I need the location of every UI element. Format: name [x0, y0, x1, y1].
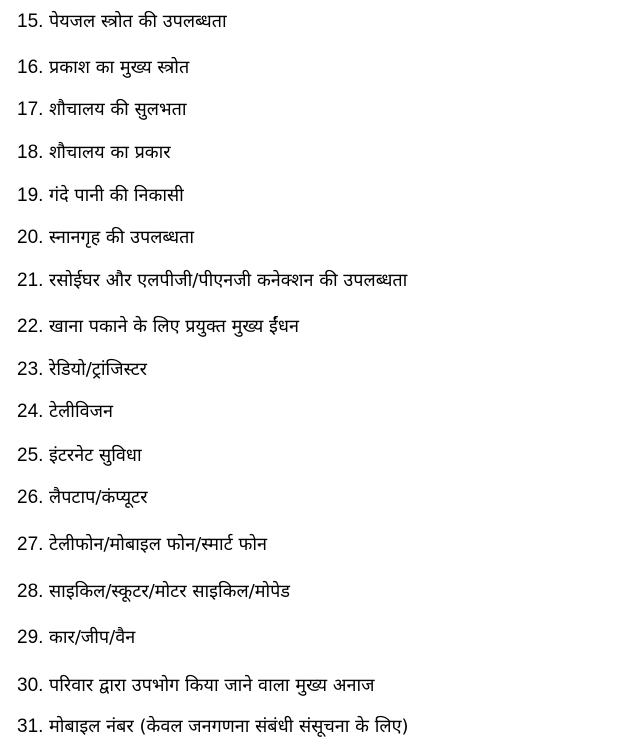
list-item: [17, 482, 148, 512]
item-number: 25.: [17, 445, 44, 466]
list-item: [17, 529, 267, 559]
item-number: 28.: [17, 581, 44, 602]
list-item: [17, 711, 409, 741]
item-text: रेडियो/ट्रांजिस्टर: [49, 359, 148, 380]
item-number: 31.: [17, 716, 44, 737]
item-number: 30.: [17, 675, 44, 696]
item-text: इंटरनेट सुविधा: [49, 445, 142, 466]
item-text: प्रकाश का मुख्य स्त्रोत: [49, 57, 190, 78]
item-text: शौचालय की सुलभता: [49, 99, 187, 120]
item-text: स्नानगृह की उपलब्धता: [49, 227, 195, 248]
list-item: [17, 265, 407, 295]
item-number: 18.: [17, 142, 44, 163]
list-item: [17, 576, 290, 606]
item-text: कार/जीप/वैन: [49, 627, 136, 648]
list-item: [17, 311, 299, 341]
item-text: मोबाइल नंबर (केवल जनगणना संबंधी संसूचना के लिए): [49, 716, 409, 737]
item-number: 15.: [17, 11, 44, 32]
list-item: [17, 354, 147, 384]
item-number: 16.: [17, 57, 44, 78]
item-number: 17.: [17, 99, 44, 120]
list-item: [17, 670, 375, 700]
list-item: [17, 94, 187, 124]
item-text: शौचालय का प्रकार: [49, 142, 171, 163]
list-item: [17, 180, 184, 210]
item-text: रसोईघर और एलपीजी/पीएनजी कनेक्शन की उपलब्धता: [49, 270, 408, 291]
item-number: 29.: [17, 627, 44, 648]
list-item: [17, 6, 227, 36]
item-text: गंदे पानी की निकासी: [49, 185, 184, 206]
item-number: 26.: [17, 487, 44, 508]
list-item: [17, 396, 113, 426]
item-number: 27.: [17, 534, 44, 555]
item-number: 19.: [17, 185, 44, 206]
item-number: 22.: [17, 316, 44, 337]
item-text: खाना पकाने के लिए प्रयुक्त मुख्य ईंधन: [49, 316, 299, 337]
item-number: 23.: [17, 359, 44, 380]
item-text: परिवार द्वारा उपभोग किया जाने वाला मुख्य अनाज: [49, 675, 375, 696]
item-text: लैपटाप/कंप्यूटर: [49, 487, 148, 508]
item-number: 24.: [17, 401, 44, 422]
list-item: [17, 622, 135, 652]
item-number: 20.: [17, 227, 44, 248]
item-text: टेलीफोन/मोबाइल फोन/स्मार्ट फोन: [49, 534, 268, 555]
item-text: पेयजल स्त्रोत की उपलब्धता: [49, 11, 227, 32]
list-item: [17, 440, 142, 470]
list-item: [17, 52, 189, 82]
list-item: [17, 222, 194, 252]
item-text: टेलीविजन: [49, 401, 113, 422]
list-item: [17, 137, 171, 167]
item-text: साइकिल/स्कूटर/मोटर साइकिल/मोपेड: [49, 581, 291, 602]
item-number: 21.: [17, 270, 44, 291]
